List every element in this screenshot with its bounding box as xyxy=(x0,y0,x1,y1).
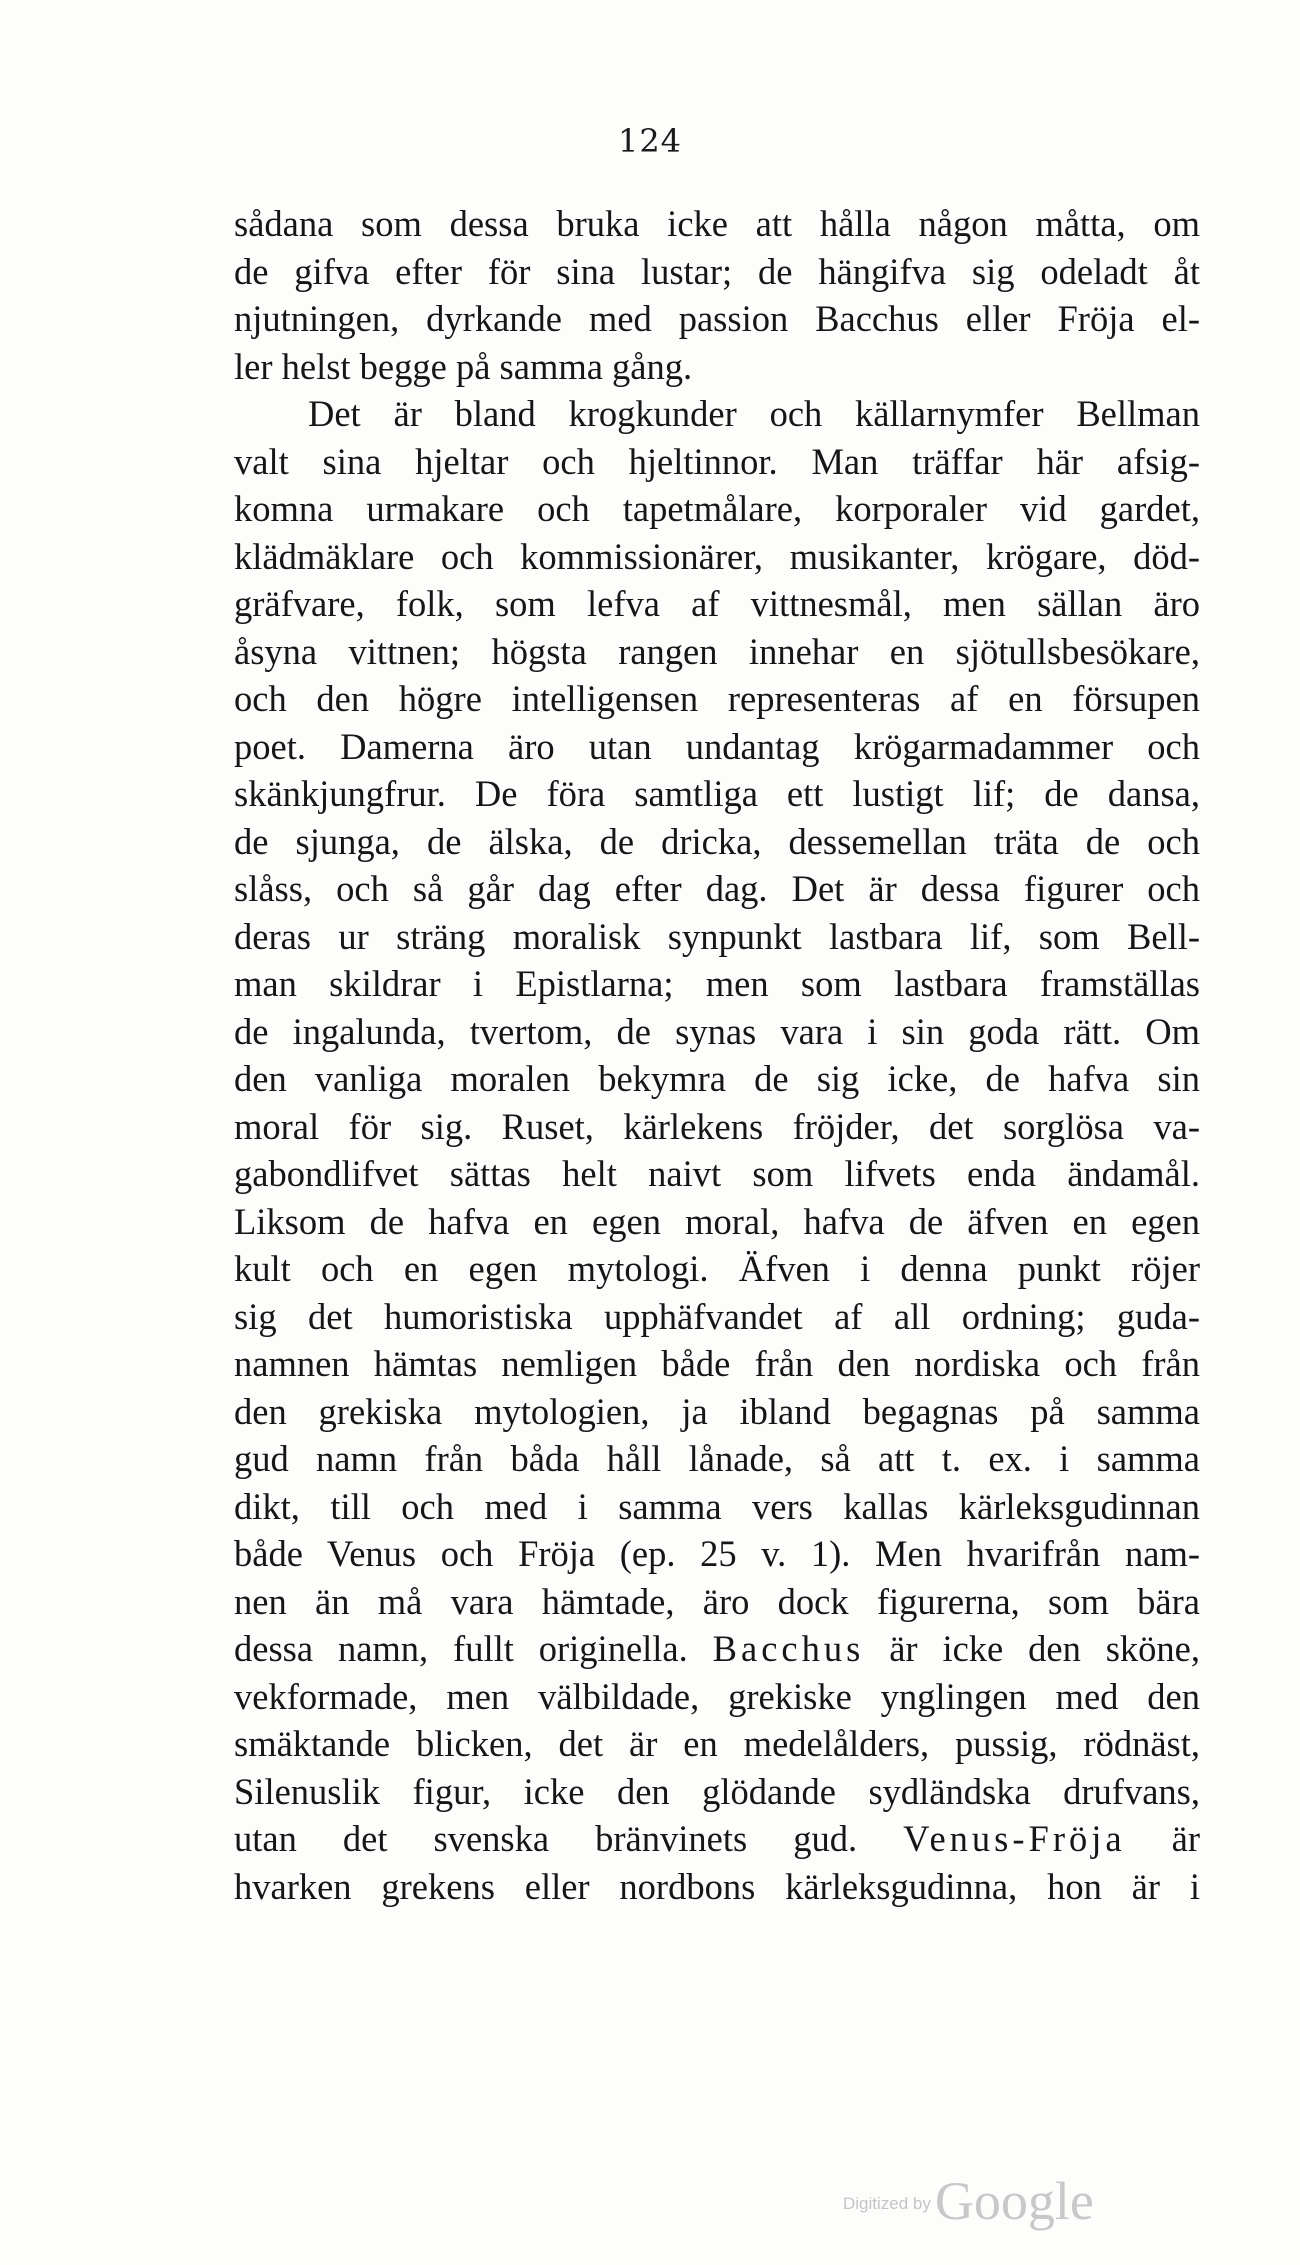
text-line: valt sina hjeltar och hjeltinnor. Man träffar här afsig- xyxy=(234,440,1200,482)
digitized-watermark xyxy=(843,2158,1094,2231)
spaced-word-venus-froja: Venus-Fröja xyxy=(903,1818,1126,1859)
text-line: skänkjungfrur. De föra samtliga ett lustigt lif; de dansa, xyxy=(234,773,1200,814)
text-line: man skildrar i Epistlarna; men som lastbara framställas xyxy=(234,963,1200,1004)
text-line: åsyna vittnen; högsta rangen innehar en sjötullsbesökare, xyxy=(234,630,1200,672)
line-head: dessa namn, fullt originella. xyxy=(234,1628,688,1669)
text-line: den grekiska mytologien, ja ibland begagnas på samma xyxy=(234,1390,1200,1432)
text-line: namnen hämtas nemligen både från den nordiska och från xyxy=(234,1343,1200,1384)
text-line: både Venus och Fröja (ep. 25 v. 1). Men hvarifrån nam- xyxy=(234,1533,1200,1574)
text-line: gräfvare, folk, som lefva af vittnesmål, men sällan äro xyxy=(234,583,1200,624)
text-line: moral för sig. Ruset, kärlekens fröjder, det sorglösa va- xyxy=(234,1105,1200,1147)
text-line: Det är bland krogkunder och källarnymfer Bellman xyxy=(308,393,1200,434)
text-line: nen än må vara hämtade, äro dock figurerna, som bära xyxy=(234,1580,1200,1622)
text-line-with-spaced-word xyxy=(234,1815,1200,1863)
body-text xyxy=(234,200,1200,1910)
text-line: och den högre intelligensen representeras af en försupen xyxy=(234,678,1200,719)
line-tail: är xyxy=(1171,1818,1201,1859)
text-line: sådana som dessa bruka icke att hålla någon måtta, om xyxy=(234,203,1200,244)
text-line: njutningen, dyrkande med passion Bacchus eller Fröja el- xyxy=(234,298,1200,339)
text-line: klädmäklare och kommissionärer, musikanter, krögare, död- xyxy=(234,535,1200,577)
text-line: den vanliga moralen bekymra de sig icke, de hafva sin xyxy=(234,1058,1200,1099)
text-line: de gifva efter för sina lustar; de hängifva sig odeladt åt xyxy=(234,250,1200,292)
text-line: dikt, till och med i samma vers kallas kärleksgudinnan xyxy=(234,1485,1200,1527)
text-line: slåss, och så går dag efter dag. Det är dessa figurer och xyxy=(234,868,1200,909)
line-head: utan det svenska bränvinets gud. xyxy=(234,1818,858,1859)
text-line: sig det humoristiska upphäfvandet af all ordning; guda- xyxy=(234,1295,1200,1337)
text-line: hvarken grekens eller nordbons kärleksgudinna, hon är i xyxy=(234,1865,1200,1907)
watermark-prefix: Digitized by xyxy=(843,2194,931,2213)
text-line: komna urmakare och tapetmålare, korporaler vid gardet, xyxy=(234,488,1200,529)
text-line: gud namn från båda håll lånade, så att t. ex. i samma xyxy=(234,1438,1200,1479)
text-line: Liksom de hafva en egen moral, hafva de äfven en egen xyxy=(234,1200,1200,1242)
google-logo: Google xyxy=(934,2171,1094,2231)
text-line: poet. Damerna äro utan undantag krögarmadammer och xyxy=(234,725,1200,767)
text-line: kult och en egen mytologi. Äfven i denna punkt röjer xyxy=(234,1248,1200,1289)
page-number: 124 xyxy=(617,122,683,160)
line-tail: är icke den sköne, xyxy=(889,1628,1200,1669)
text-line: Silenuslik figur, icke den glödande sydländska drufvans, xyxy=(234,1770,1200,1812)
text-line: vekformade, men välbildade, grekiske ynglingen med den xyxy=(234,1675,1200,1717)
text-line: de sjunga, de älska, de dricka, dessemellan träta de och xyxy=(234,820,1200,862)
text-line: smäktande blicken, det är en medelålders, pussig, rödnäst, xyxy=(234,1723,1200,1764)
text-line: deras ur sträng moralisk synpunkt lastbara lif, som Bell- xyxy=(234,915,1200,957)
text-line-with-spaced-word xyxy=(234,1625,1200,1673)
text-line: gabondlifvet sättas helt naivt som lifvets enda ändamål. xyxy=(234,1153,1200,1194)
text-line: de ingalunda, tvertom, de synas vara i sin goda rätt. Om xyxy=(234,1010,1200,1052)
spaced-word-bacchus: Bacchus xyxy=(712,1628,865,1669)
text-line: ler helst begge på samma gång. xyxy=(234,345,693,387)
